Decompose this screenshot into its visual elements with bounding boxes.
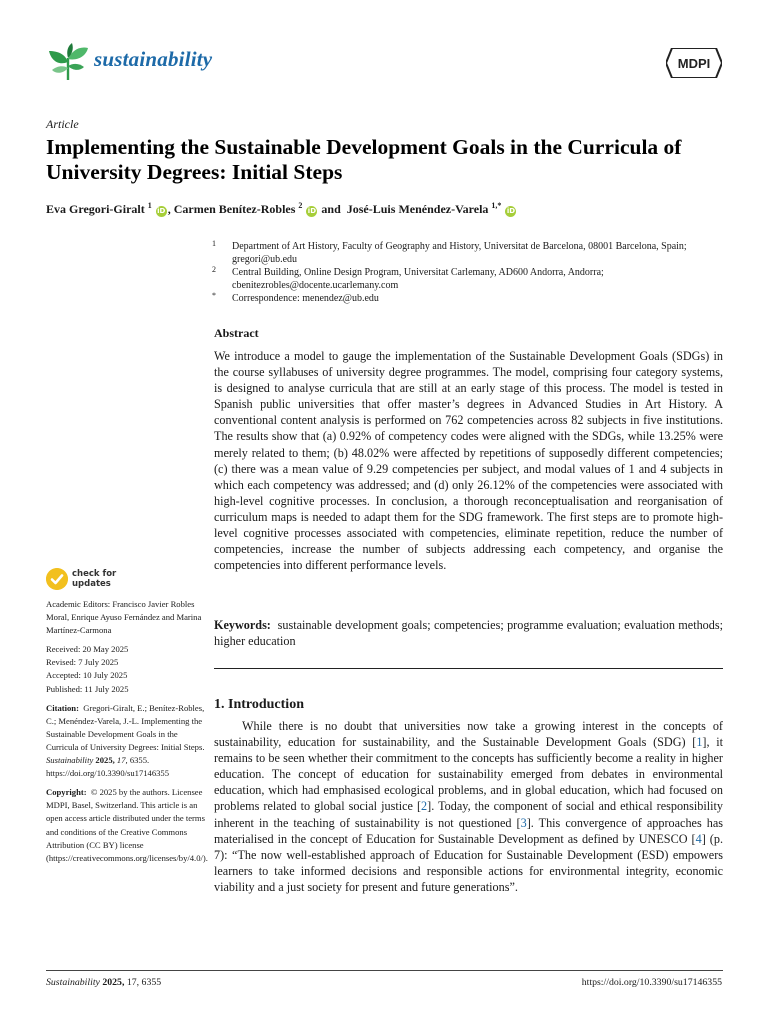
introduction-text <box>214 718 723 895</box>
date-received: Received: 20 May 2025 <box>46 644 129 655</box>
intro-text-segment: ], it remains to be seen whether their commitment to the concepts has sufficiently become a reality in higher education. The concept of education for sustainability emerged from debates in environmental education, which had emphasised ecological problems, and in global education, which had focused on problems related to global social justice [ <box>214 735 723 814</box>
author-joiner: , <box>167 202 174 216</box>
author-name[interactable]: José-Luis Menéndez-Varela <box>346 202 489 216</box>
orcid-icon[interactable]: iD <box>157 207 166 215</box>
citation-year: 2025, <box>95 755 115 766</box>
affiliation-mark: 2 <box>212 265 216 274</box>
journal-logo-icon <box>46 42 90 82</box>
publication-dates <box>46 643 206 695</box>
author-affiliation-mark: 1 <box>147 201 152 210</box>
keywords-text: sustainable development goals; competencies; programme evaluation; evaluation methods; higher education <box>214 618 723 649</box>
footer-divider <box>46 970 723 971</box>
citation-text: Gregori-Giralt, E.; Benítez-Robles, C.; Menéndez-Varela, J.-L. Implementing the Sustainable Development Goals in the Curricula of University Degrees: Initial Steps. <box>46 702 205 752</box>
affiliation-text: Correspondence: menendez@ub.edu <box>232 293 379 304</box>
affiliation-item <box>212 240 722 266</box>
author-name[interactable]: Carmen Benítez-Robles <box>173 202 296 216</box>
affiliations <box>212 240 722 305</box>
check-updates-line2: updates <box>72 579 111 589</box>
mdpi-logo-icon <box>666 48 722 78</box>
intro-text-segment: ]. This convergence of approaches has materialised in the concept of Education for Sustainable Development as defined by UNESCO [ <box>214 815 723 846</box>
article-type: Article <box>46 117 79 131</box>
copyright <box>46 786 206 865</box>
article-info-sidebar <box>46 598 206 871</box>
affiliation-item <box>212 292 722 305</box>
journal-name: sustainability <box>94 47 213 71</box>
abstract-text: We introduce a model to gauge the implementation of the Sustainable Development Goals (SDGs) in the course syllabuses of university degree programmes. The model, comprising four category systems, is designed to analyse curricula that are still at an early stage of this process. The model is tested in Spanish public universities that offer master’s degrees in Advanced Studies in Art History. A conventional content analysis is performed on 762 competencies across 82 subjects in five institutions. The results show that (a) 0.92% of competency codes were aligned with the SDGs, while 13.25% were merely related to them; (b) 48.02% were affected by repetitions of supposedly different competencies; (c) there was a mean value of 9.29 competencies per subject, and modal values of 1 and 4 subjects in which each competency was addressed; and (d) only 26.12% of the competencies were associated with high-level cognitive processes. In conclusion, a thorough reconceptualisation and reorganisation of curriculum maps is needed to adapt them for the SDG framework. The first steps are to promote high-level cognitive processes associated with competencies, eliminate repetition, reduce the number of competencies, increase the number of subjects addressing each competency, and organise the competencies into different performance levels. <box>214 349 723 573</box>
author-name[interactable]: Eva Gregori-Giralt <box>46 202 145 216</box>
orcid-icon[interactable]: iD <box>307 207 317 215</box>
footer-volume: 17, 6355 <box>126 977 162 988</box>
citation-ref-link[interactable]: 3 <box>520 815 527 830</box>
intro-text-segment: While there is no doubt that universities now take a growing interest in the concepts of sustainability, education for sustainability, and the Sustainable Development Goals (SDG) [ <box>214 719 723 750</box>
author-affiliation-mark: 2 <box>298 201 303 210</box>
section-divider <box>214 668 723 669</box>
check-for-updates-button[interactable] <box>46 568 166 594</box>
citation-label: Citation: <box>46 702 79 713</box>
author-list <box>46 198 736 217</box>
keywords-label: Keywords: <box>214 618 271 632</box>
footer-citation <box>46 977 161 988</box>
citation <box>46 702 206 781</box>
date-revised: Revised: 7 July 2025 <box>46 657 119 668</box>
check-updates-icon <box>46 568 68 590</box>
author-affiliation-mark: 1,* <box>491 201 502 210</box>
intro-text-segment: ] (p. 7): “The now well-established approach of Education for Sustainable Development (ESD) empowers learners to take informed decisions and responsible actions for environmental integrity, economic viability and a just society for present and future generations”. <box>214 831 723 894</box>
author-joiner: and <box>318 202 344 216</box>
affiliation-text: Central Building, Online Design Program, Universitat Carlemany, AD600 Andorra, Andorra; cbenitezrobles@docente.ucarlemany.com <box>232 267 604 291</box>
affiliation-mark: 1 <box>212 239 216 248</box>
citation-volume: 17, <box>116 755 128 766</box>
introduction-heading: 1. Introduction <box>214 697 304 712</box>
intro-text-segment: ]. Today, the component of social and ethical responsibility inherent in the teaching of sustainability is not questioned [ <box>214 799 723 830</box>
citation-doi[interactable]: 6355. https://doi.org/10.3390/su17146355 <box>46 755 170 779</box>
footer-year: 2025, <box>102 977 125 988</box>
citation-ref-link[interactable]: 2 <box>421 799 428 814</box>
citation-journal: Sustainability <box>46 755 94 766</box>
check-updates-line1: check for <box>72 569 117 579</box>
keywords <box>214 617 723 649</box>
citation-ref-link[interactable]: 4 <box>695 831 702 846</box>
abstract-heading: Abstract <box>214 326 259 340</box>
copyright-label: Copyright: <box>46 787 87 798</box>
affiliation-text: Department of Art History, Faculty of Geography and History, Universitat de Barcelona, 08001 Barcelona, Spain; gregori@ub.edu <box>232 241 687 265</box>
affiliation-mark: * <box>212 291 216 300</box>
date-accepted: Accepted: 10 July 2025 <box>46 670 128 681</box>
academic-editors: Academic Editors: Francisco Javier Robles Moral, Enrique Ayuso Fernández and Marina Martínez-Carmona <box>46 599 202 636</box>
copyright-text: © 2025 by the authors. Licensee MDPI, Basel, Switzerland. This article is an open access article distributed under the terms and conditions of the Creative Commons Attribution (CC BY) license (https://creativecommons.org/licenses/by/4.0/). <box>46 787 208 863</box>
check-updates-label <box>72 569 116 589</box>
publisher-name: MDPI <box>677 56 711 71</box>
citation-ref-link[interactable]: 1 <box>696 735 703 750</box>
footer-doi-link[interactable]: https://doi.org/10.3390/su17146355 <box>581 977 722 988</box>
footer-journal: Sustainability <box>46 977 100 988</box>
article-title: Implementing the Sustainable Development Goals in the Curricula of University Degrees: Initial Steps <box>46 135 682 184</box>
date-published: Published: 11 July 2025 <box>46 683 129 694</box>
orcid-icon[interactable]: iD <box>506 207 516 215</box>
affiliation-item <box>212 266 722 292</box>
